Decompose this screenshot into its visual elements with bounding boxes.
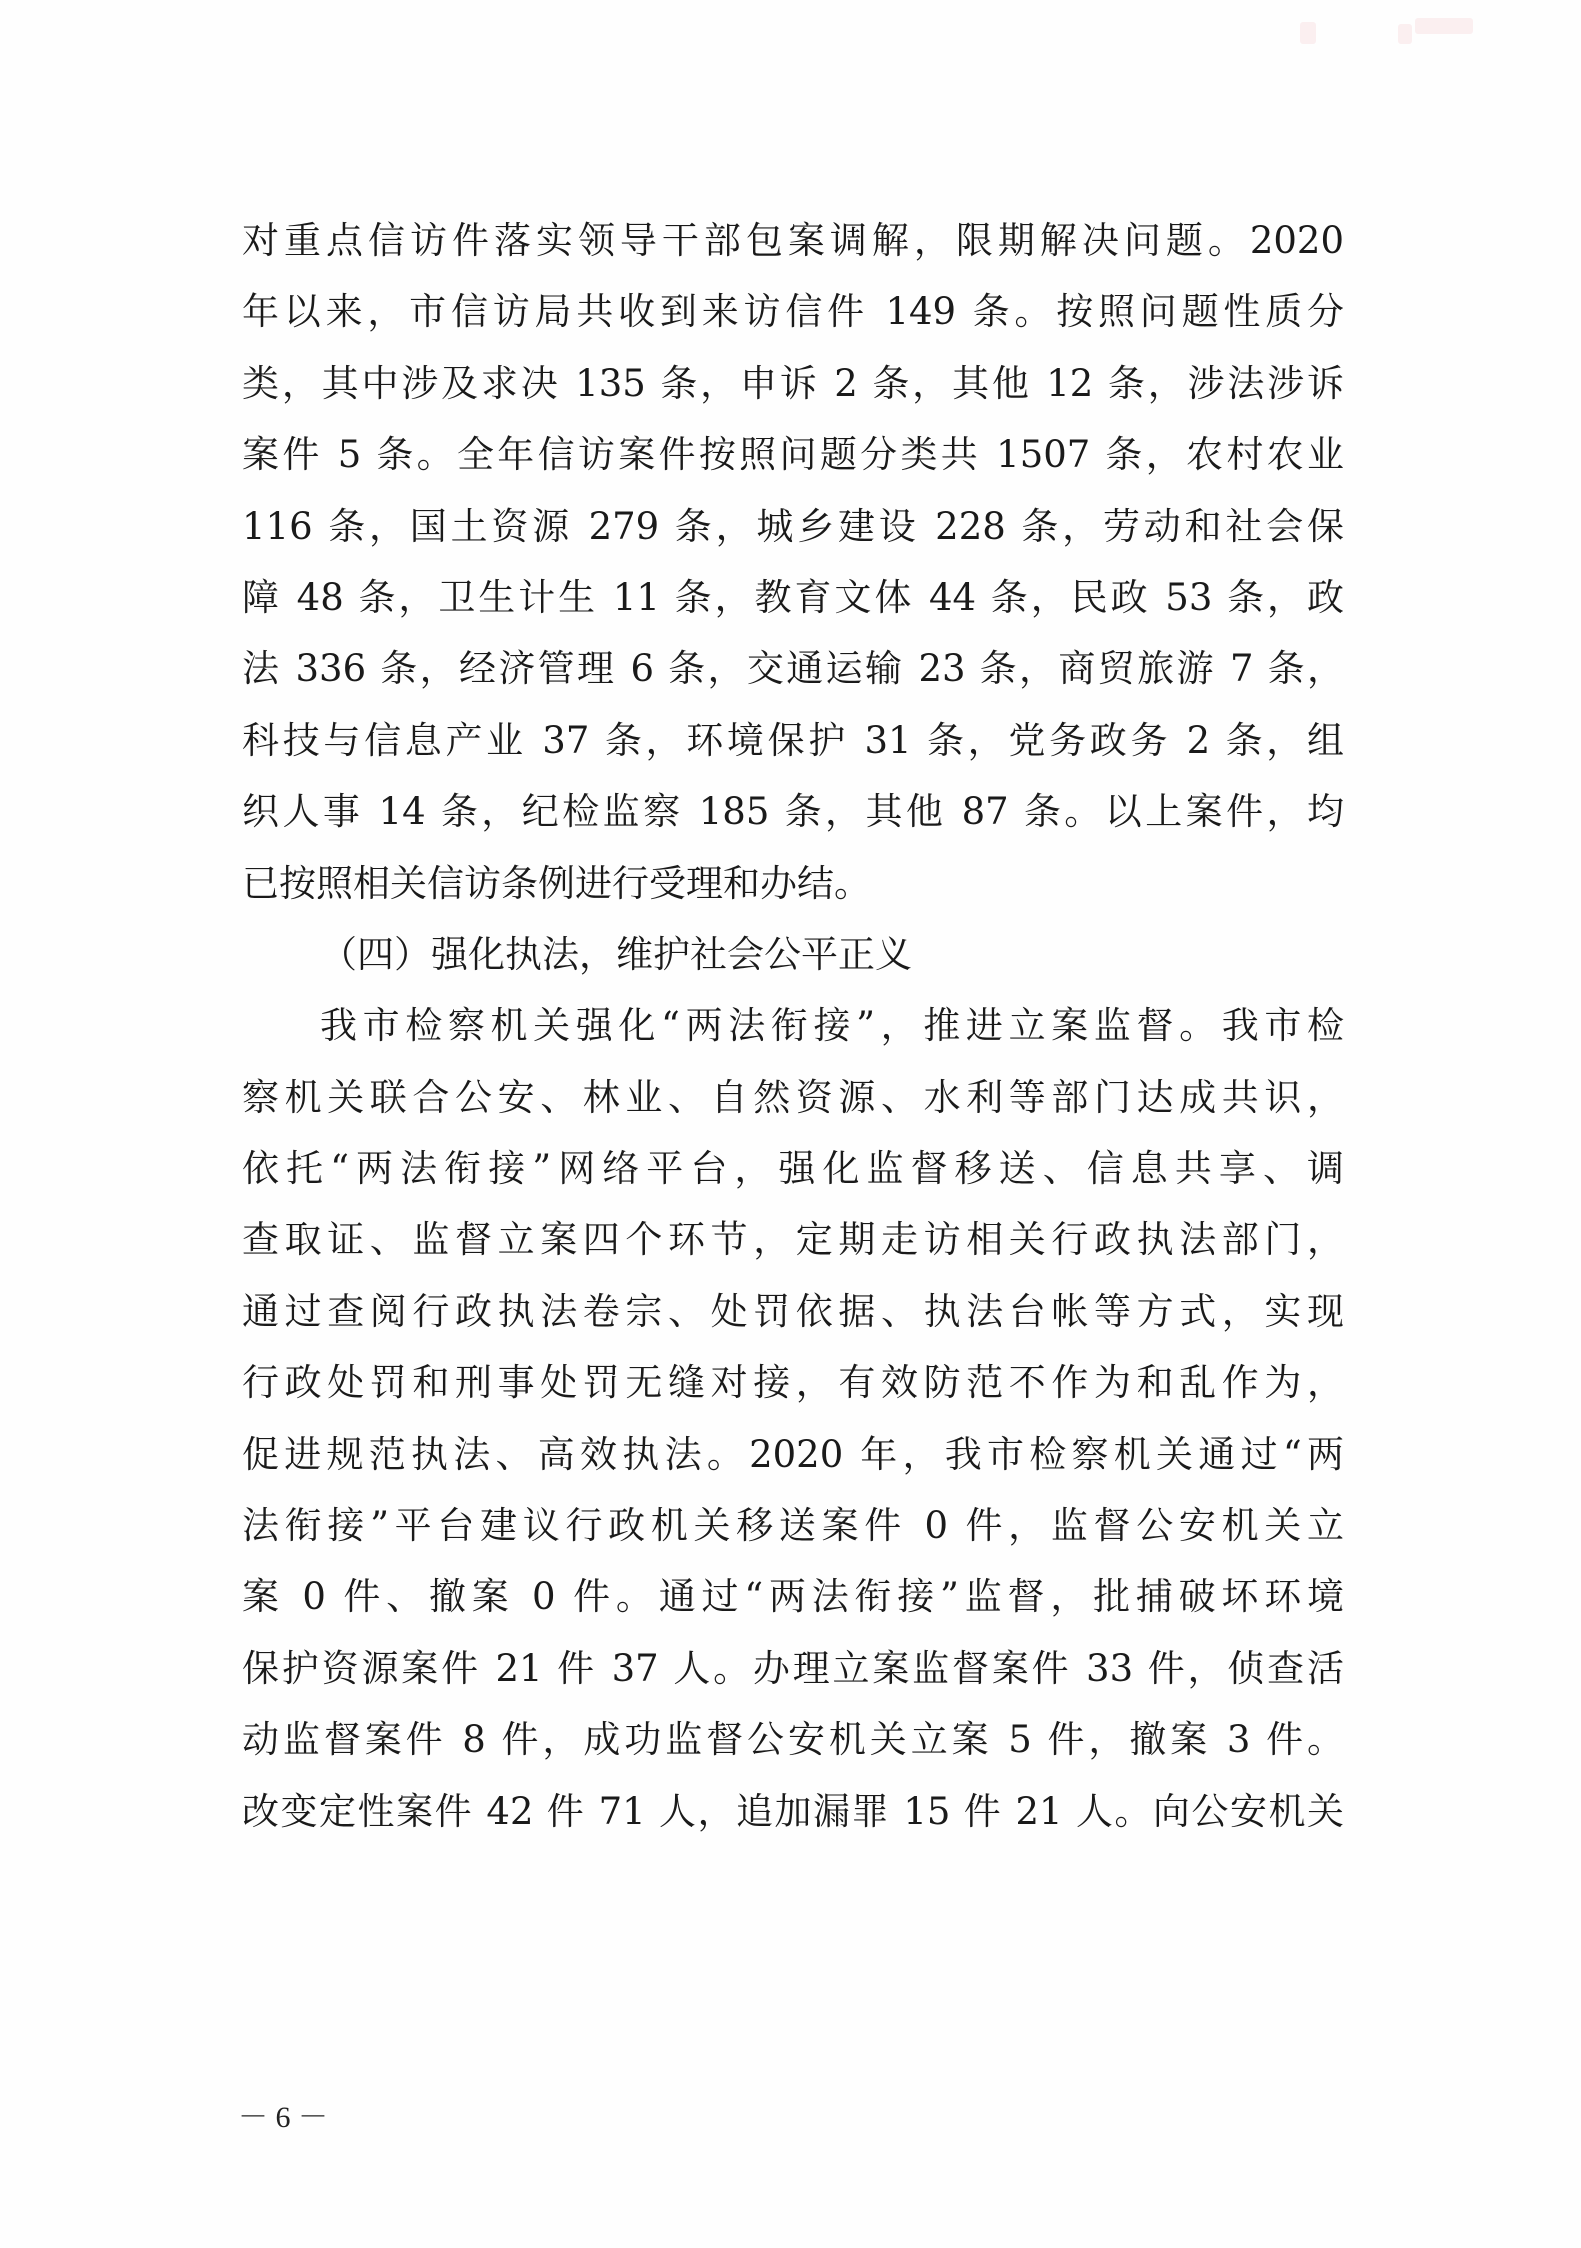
text-line: 对重点信访件落实领导干部包案调解，限期解决问题。2020 [242,219,1344,262]
paragraph-law-enforcement [242,990,1344,1847]
text-line: 案 0 件、撤案 0 件。通过“两法衔接”监督，批捕破坏环境 [242,1575,1344,1619]
document-body [242,205,1344,1847]
text-line: 116 条，国土资源 279 条，城乡建设 228 条，劳动和社会保 [242,504,1344,548]
text-line: 保护资源案件 21 件 37 人。办理立案监督案件 33 件，侦查活 [242,1646,1344,1690]
text-line: 促进规范执法、高效执法。2020 年，我市检察机关通过“两 [242,1432,1344,1476]
page-number: － 6 － [238,2101,328,2134]
text-line: 察机关联合公安、林业、自然资源、水利等部门达成共识， [242,1075,1344,1119]
text-line: 法衔接”平台建议行政机关移送案件 0 件，监督公安机关立 [242,1504,1344,1548]
text-line: 已按照相关信访条例进行受理和办结。 [242,861,871,905]
paragraph-petition-statistics [242,205,1344,919]
text-line: 查取证、监督立案四个环节，定期走访相关行政执法部门， [242,1218,1344,1262]
text-line: 我市检察机关强化“两法衔接”，推进立案监督。我市检 [320,1004,1344,1048]
text-line: 依托“两法衔接”网络平台，强化监督移送、信息共享、调 [242,1147,1344,1191]
text-line: 科技与信息产业 37 条，环境保护 31 条，党务政务 2 条，组 [242,718,1344,762]
text-line: 改变定性案件 42 件 71 人，追加漏罪 15 件 21 人。向公安机关 [242,1789,1344,1833]
text-line: 障 48 条，卫生计生 11 条，教育文体 44 条，民政 53 条，政 [242,575,1344,619]
text-line: 案件 5 条。全年信访案件按照问题分类共 1507 条，农村农业 [242,433,1344,477]
text-line: 法 336 条，经济管理 6 条，交通运输 23 条，商贸旅游 7 条， [242,647,1344,691]
section-heading: （四）强化执法，维护社会公平正义 [320,932,912,976]
text-line: 动监督案件 8 件，成功监督公安机关立案 5 件，撤案 3 件。 [242,1718,1344,1762]
text-line: 织人事 14 条，纪检监察 185 条，其他 87 条。以上案件，均 [242,790,1344,834]
text-line: 行政处罚和刑事处罚无缝对接，有效防范不作为和乱作为， [242,1361,1344,1405]
text-line: 通过查阅行政执法卷宗、处罚依据、执法台帐等方式，实现 [242,1289,1344,1333]
text-line: 类，其中涉及求决 135 条，申诉 2 条，其他 12 条，涉法涉诉 [242,361,1344,405]
seal-bleed-through-mark [1300,18,1480,48]
text-line: 年以来，市信访局共收到来访信件 149 条。按照问题性质分 [242,290,1344,334]
